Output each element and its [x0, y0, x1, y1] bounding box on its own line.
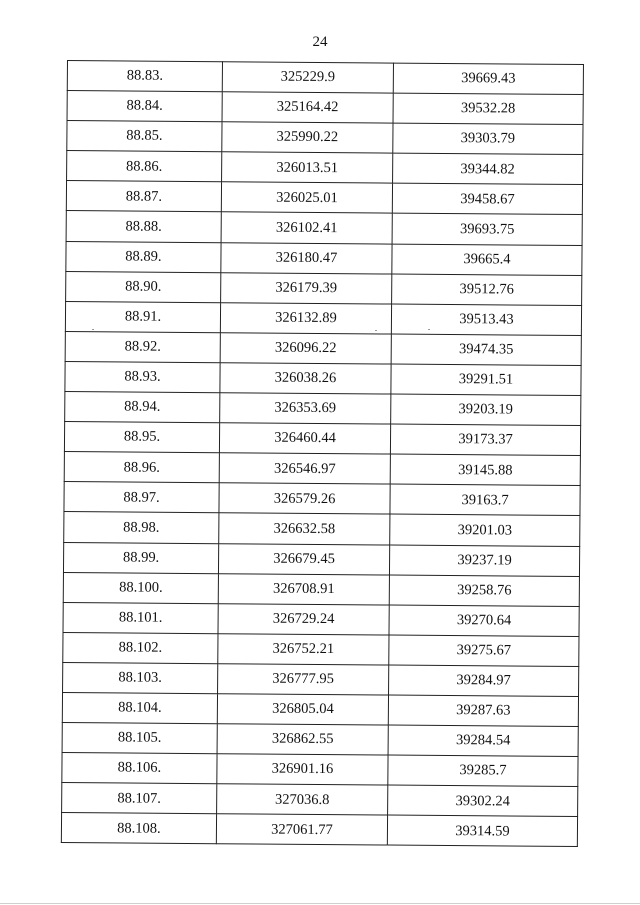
x-coordinate-cell: 326729.24	[218, 603, 389, 634]
table-row	[63, 602, 579, 636]
point-id-cell: 88.105.	[62, 723, 217, 754]
x-coordinate-cell: 326013.51	[222, 152, 393, 183]
table-row	[64, 422, 580, 456]
y-coordinate-cell: 39145.88	[390, 454, 580, 486]
y-coordinate-cell: 39532.28	[393, 93, 583, 125]
x-coordinate-cell: 326179.39	[221, 272, 392, 303]
table-row	[64, 512, 580, 546]
point-id-cell: 88.92.	[65, 331, 220, 362]
x-coordinate-cell: 325164.42	[222, 92, 393, 123]
y-coordinate-cell: 39163.7	[390, 484, 580, 516]
point-id-cell: 88.94.	[65, 392, 220, 423]
point-id-cell: 88.89.	[66, 241, 221, 272]
y-coordinate-cell: 39669.43	[393, 63, 583, 95]
table-row	[62, 692, 578, 726]
y-coordinate-cell: 39474.35	[391, 334, 581, 366]
y-coordinate-cell: 39458.67	[392, 183, 582, 215]
table-row	[64, 482, 580, 516]
y-coordinate-cell: 39291.51	[391, 364, 581, 396]
x-coordinate-cell: 327036.8	[217, 784, 388, 815]
point-id-cell: 88.98.	[64, 512, 219, 543]
y-coordinate-cell: 39203.19	[391, 394, 581, 426]
y-coordinate-cell: 39284.54	[388, 725, 578, 757]
table-row	[66, 271, 582, 305]
x-coordinate-cell: 326132.89	[220, 302, 391, 333]
point-id-cell: 88.97.	[64, 482, 219, 513]
point-id-cell: 88.84.	[67, 91, 222, 122]
point-id-cell: 88.101.	[63, 602, 218, 633]
y-coordinate-cell: 39237.19	[389, 545, 579, 577]
table-row	[65, 301, 581, 335]
scan-speck	[92, 329, 94, 330]
scan-bottom-edge	[0, 903, 640, 904]
table-row	[63, 542, 579, 576]
y-coordinate-cell: 39173.37	[390, 424, 580, 456]
point-id-cell: 88.108.	[61, 813, 216, 844]
x-coordinate-cell: 326353.69	[220, 393, 391, 424]
table-row	[62, 783, 578, 817]
point-id-cell: 88.90.	[66, 271, 221, 302]
table-row	[65, 392, 581, 426]
y-coordinate-cell: 39513.43	[391, 304, 581, 336]
x-coordinate-cell: 326180.47	[221, 242, 392, 273]
x-coordinate-cell: 326632.58	[219, 513, 390, 544]
table-row	[66, 211, 582, 245]
point-id-cell: 88.87.	[66, 181, 221, 212]
table-row	[63, 632, 579, 666]
y-coordinate-cell: 39287.63	[388, 695, 578, 727]
table-row	[65, 361, 581, 395]
y-coordinate-cell: 39284.97	[389, 665, 579, 697]
x-coordinate-cell: 326546.97	[219, 453, 390, 484]
y-coordinate-cell: 39275.67	[389, 635, 579, 667]
coordinates-table-body	[61, 61, 583, 847]
point-id-cell: 88.88.	[66, 211, 221, 242]
x-coordinate-cell: 326805.04	[217, 694, 388, 725]
point-id-cell: 88.102.	[63, 632, 218, 663]
table-row	[65, 331, 581, 365]
point-id-cell: 88.91.	[65, 301, 220, 332]
point-id-cell: 88.106.	[62, 753, 217, 784]
y-coordinate-cell: 39314.59	[387, 815, 577, 847]
y-coordinate-cell: 39302.24	[388, 785, 578, 817]
x-coordinate-cell: 326038.26	[220, 363, 391, 394]
x-coordinate-cell: 326679.45	[218, 543, 389, 574]
y-coordinate-cell: 39693.75	[392, 214, 582, 246]
x-coordinate-cell: 326862.55	[217, 724, 388, 755]
x-coordinate-cell: 326752.21	[218, 633, 389, 664]
table-row	[66, 181, 582, 215]
x-coordinate-cell: 326579.26	[219, 483, 390, 514]
point-id-cell: 88.99.	[63, 542, 218, 573]
table-row	[67, 151, 583, 185]
table-row	[62, 723, 578, 757]
table-row	[67, 91, 583, 125]
point-id-cell: 88.107.	[62, 783, 217, 814]
point-id-cell: 88.95.	[64, 422, 219, 453]
y-coordinate-cell: 39344.82	[393, 153, 583, 185]
point-id-cell: 88.86.	[67, 151, 222, 182]
y-coordinate-cell: 39270.64	[389, 605, 579, 637]
y-coordinate-cell: 39258.76	[389, 575, 579, 607]
x-coordinate-cell: 325990.22	[222, 122, 393, 153]
page-number: 24	[312, 34, 328, 50]
point-id-cell: 88.104.	[62, 692, 217, 723]
table-row	[66, 241, 582, 275]
point-id-cell: 88.83.	[67, 61, 222, 92]
x-coordinate-cell: 325229.9	[222, 62, 393, 93]
y-coordinate-cell: 39285.7	[388, 755, 578, 787]
table-row	[67, 61, 583, 95]
table-row	[63, 572, 579, 606]
table-row	[63, 662, 579, 696]
point-id-cell: 88.93.	[65, 361, 220, 392]
x-coordinate-cell: 326460.44	[219, 423, 390, 454]
scan-speck	[428, 329, 430, 330]
x-coordinate-cell: 326102.41	[221, 212, 392, 243]
x-coordinate-cell: 326708.91	[218, 573, 389, 604]
x-coordinate-cell: 326025.01	[221, 182, 392, 213]
coordinates-table-container	[61, 60, 580, 847]
table-row	[62, 753, 578, 787]
point-id-cell: 88.96.	[64, 452, 219, 483]
y-coordinate-cell: 39201.03	[390, 514, 580, 546]
y-coordinate-cell: 39303.79	[393, 123, 583, 155]
table-row	[61, 813, 577, 847]
table-row	[67, 121, 583, 155]
point-id-cell: 88.85.	[67, 121, 222, 152]
x-coordinate-cell: 327061.77	[216, 814, 387, 845]
coordinates-table	[61, 60, 584, 847]
table-row	[64, 452, 580, 486]
point-id-cell: 88.100.	[63, 572, 218, 603]
y-coordinate-cell: 39665.4	[392, 244, 582, 276]
x-coordinate-cell: 326096.22	[220, 333, 391, 364]
scan-speck	[375, 330, 377, 331]
y-coordinate-cell: 39512.76	[392, 274, 582, 306]
x-coordinate-cell: 326901.16	[217, 754, 388, 785]
point-id-cell: 88.103.	[63, 662, 218, 693]
x-coordinate-cell: 326777.95	[218, 664, 389, 695]
